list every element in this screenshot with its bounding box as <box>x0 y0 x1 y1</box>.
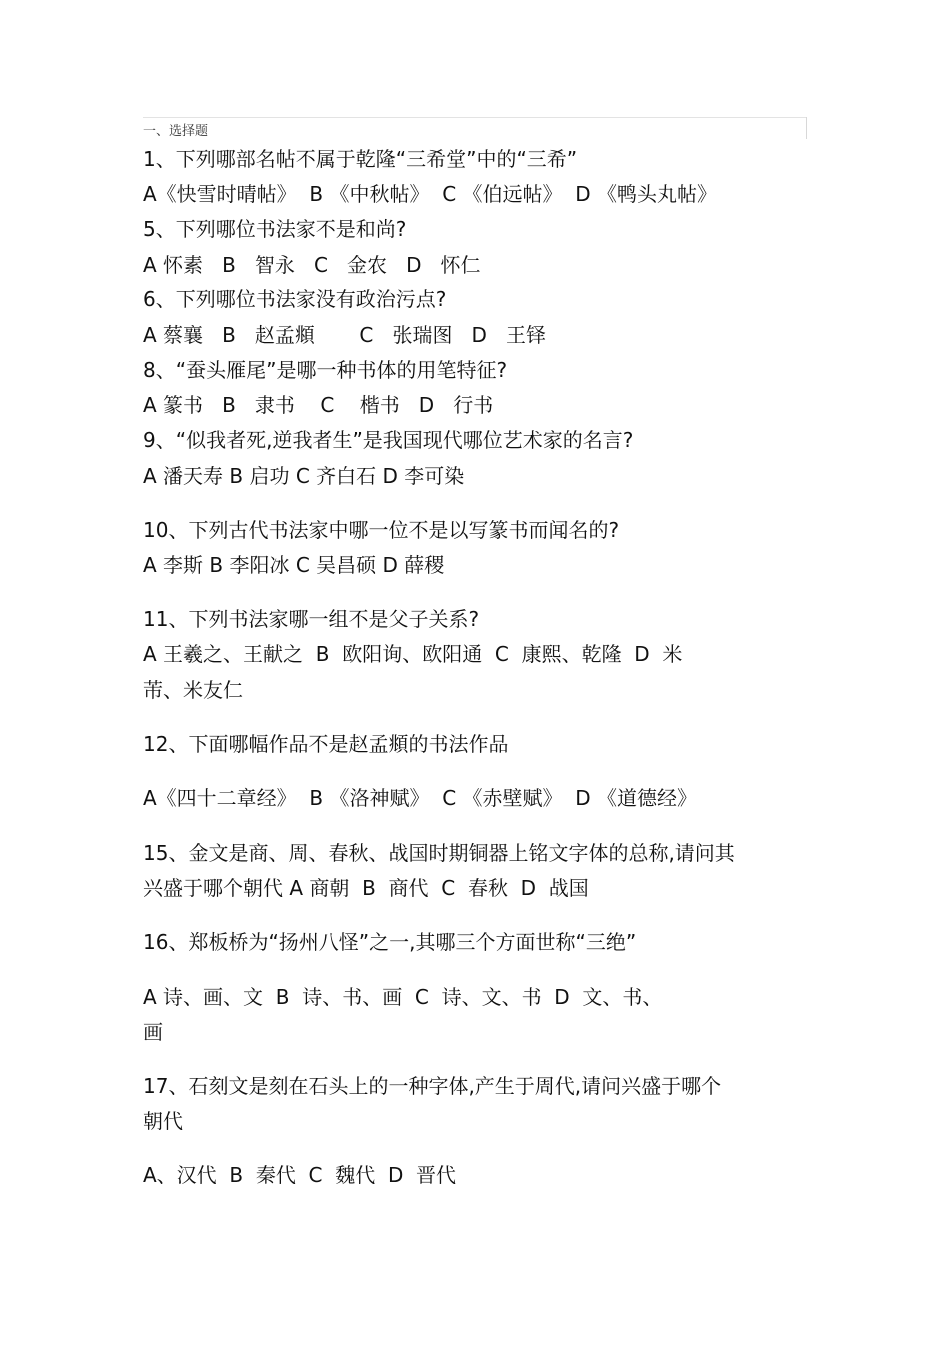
section-title: 一、选择题 <box>143 124 209 139</box>
question-8: 8、“蚕头雁尾”是哪一种书体的用笔特征? <box>143 358 508 382</box>
options-17: A、汉代 B 秦代 C 魏代 D 晋代 <box>143 1163 457 1187</box>
options-11-cont: 芾、米友仁 <box>143 678 243 702</box>
options-9: A 潘天寿 B 启功 C 齐白石 D 李可染 <box>143 464 465 488</box>
options-16: A 诗、画、文 B 诗、书、画 C 诗、文、书 D 文、书、 <box>143 985 663 1009</box>
header-edge-rule <box>806 117 807 139</box>
options-8: A 篆书 B 隶书 C 楷书 D 行书 <box>143 393 494 417</box>
question-15: 15、金文是商、周、春秋、战国时期铜器上铭文字体的总称,请问其 <box>143 841 735 865</box>
question-10: 10、下列古代书法家中哪一位不是以写篆书而闻名的? <box>143 518 620 542</box>
question-16: 16、郑板桥为“扬州八怪”之一,其哪三个方面世称“三绝” <box>143 930 637 954</box>
question-6: 6、下列哪位书法家没有政治污点? <box>143 287 447 311</box>
question-17: 17、石刻文是刻在石头上的一种字体,产生于周代,请问兴盛于哪个 <box>143 1074 722 1098</box>
options-6: A 蔡襄 B 赵孟頫 C 张瑞图 D 王铎 <box>143 323 546 347</box>
options-5: A 怀素 B 智永 C 金农 D 怀仁 <box>143 253 481 277</box>
question-17-cont: 朝代 <box>143 1109 183 1133</box>
options-1: A《快雪时晴帖》 B 《中秋帖》 C 《伯远帖》 D 《鸭头丸帖》 <box>143 182 717 206</box>
question-9: 9、“似我者死,逆我者生”是我国现代哪位艺术家的名言? <box>143 428 634 452</box>
question-12: 12、下面哪幅作品不是赵孟頫的书法作品 <box>143 732 509 756</box>
question-1: 1、下列哪部名帖不属于乾隆“三希堂”中的“三希” <box>143 147 578 171</box>
options-10: A 李斯 B 李阳冰 C 吴昌硕 D 薛稷 <box>143 553 445 577</box>
question-15-cont: 兴盛于哪个朝代 A 商朝 B 商代 C 春秋 D 战国 <box>143 876 589 900</box>
question-5: 5、下列哪位书法家不是和尚? <box>143 217 407 241</box>
question-11: 11、下列书法家哪一组不是父子关系? <box>143 607 480 631</box>
options-11: A 王羲之、王献之 B 欧阳询、欧阳通 C 康熙、乾隆 D 米 <box>143 642 683 666</box>
header-rule <box>143 117 807 118</box>
options-16-cont: 画 <box>143 1020 163 1044</box>
options-12: A《四十二章经》 B 《洛神赋》 C 《赤壁赋》 D 《道德经》 <box>143 786 697 810</box>
